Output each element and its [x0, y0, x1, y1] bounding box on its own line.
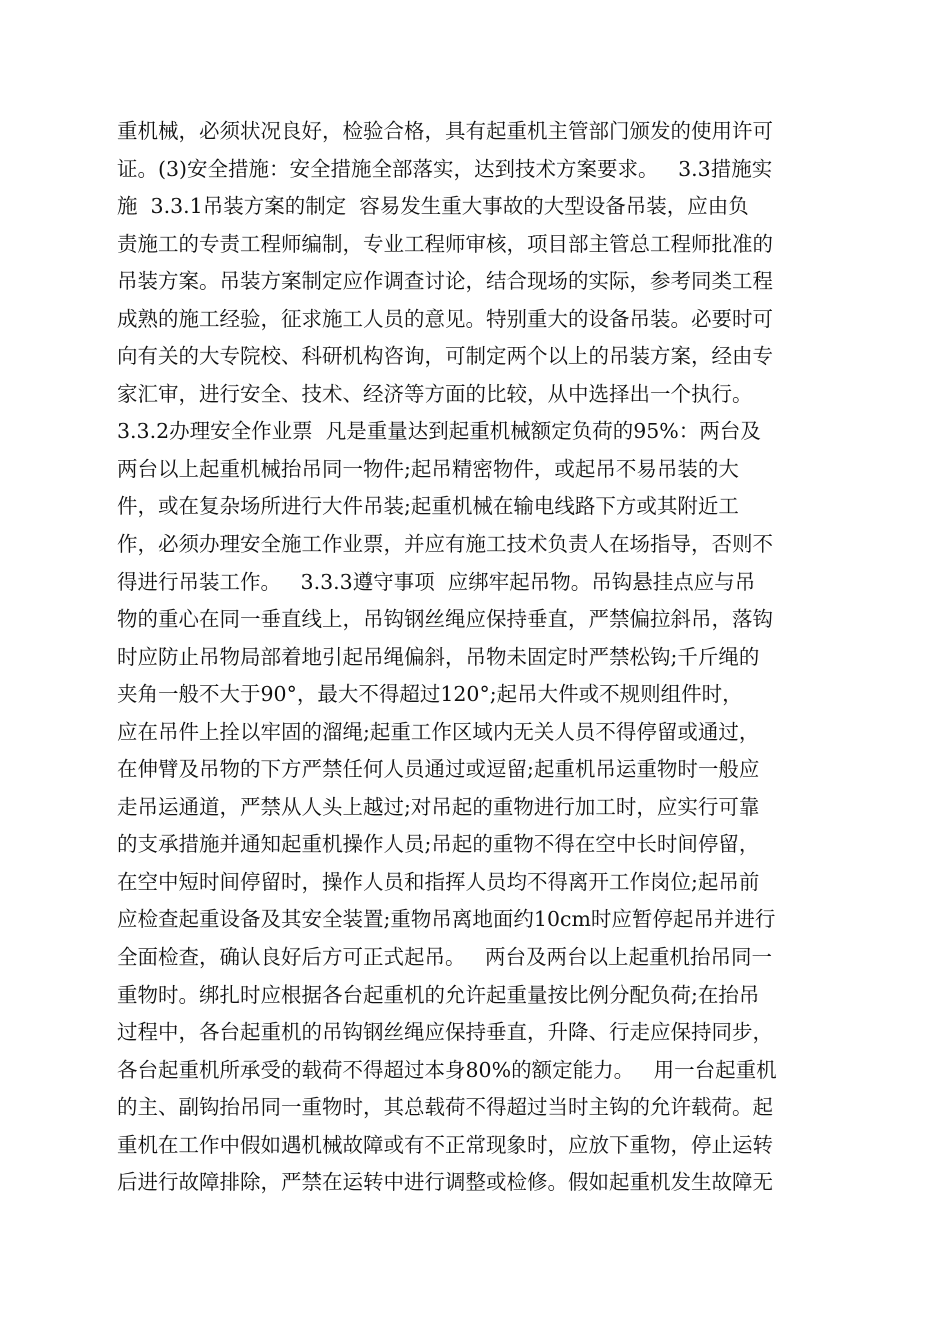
text-line: 在伸臂及吊物的下方严禁任何人员通过或逗留;起重机吊运重物时一般应 [117, 757, 760, 782]
text-line: 重机械，必须状况良好，检验合格，具有起重机主管部门颁发的使用许可 [117, 119, 773, 143]
text-line: 作，必须办理安全施工作业票，并应有施工技术负责人在场指导，否则不 [117, 532, 773, 557]
text-line: 责施工的专责工程师编制，专业工程师审核，项目部主管总工程师批准的 [117, 231, 773, 256]
text-line: 两台以上起重机械抬吊同一物件;起吊精密物件，或起吊不易吊装的大 [117, 456, 739, 481]
text-line: 过程中，各台起重机的吊钩钢丝绳应保持垂直，升降、行走应保持同步， [117, 1020, 773, 1045]
text-line: 成熟的施工经验，征求施工人员的意见。特别重大的设备吊装。必要时可 [117, 306, 773, 331]
text-line: 全面检查，确认良好后方可正式起吊。 两台及两台以上起重机抬吊同一 [117, 945, 773, 970]
text-line: 施 3.3.1吊装方案的制定 容易发生重大事故的大型设备吊装，应由负 [117, 194, 749, 219]
text-line: 3.3.2办理安全作业票 凡是重量达到起重机械额定负荷的95%：两台及 [117, 419, 761, 444]
text-line: 件，或在复杂场所进行大件吊装;起重机械在输电线路下方或其附近工 [117, 494, 739, 519]
text-line: 家汇审，进行安全、技术、经济等方面的比较，从中选择出一个执行。 [117, 381, 753, 406]
text-line: 夹角一般不大于90°，最大不得超过120°;起吊大件或不规则组件时， [117, 682, 743, 707]
text-line: 重物时。绑扎时应根据各台起重机的允许起重量按比例分配负荷;在抬吊 [117, 982, 760, 1007]
text-line: 应检查起重设备及其安全装置;重物吊离地面约10cm时应暂停起吊并进行 [117, 907, 776, 932]
text-line: 物的重心在同一垂直线上，吊钩钢丝绳应保持垂直，严禁偏拉斜吊，落钩 [117, 607, 773, 632]
text-line: 重机在工作中假如遇机械故障或有不正常现象时，应放下重物，停止运转 [117, 1132, 773, 1157]
text-line: 后进行故障排除，严禁在运转中进行调整或检修。假如起重机发生故障无 [117, 1170, 773, 1195]
text-line: 证。(3)安全措施：安全措施全部落实，达到技术方案要求。 3.3措施实 [117, 156, 773, 181]
body-text [117, 113, 847, 1202]
text-line: 走吊运通道，严禁从人头上越过;对吊起的重物进行加工时，应实行可靠 [117, 794, 760, 819]
text-line: 各台起重机所承受的载荷不得超过本身80%的额定能力。 用一台起重机 [117, 1057, 777, 1082]
text-line: 应在吊件上拴以牢固的溜绳;起重工作区域内无关人员不得停留或通过， [117, 719, 760, 744]
text-line: 时应防止吊物局部着地引起吊绳偏斜，吊物未固定时严禁松钩;千斤绳的 [117, 644, 760, 669]
text-line: 向有关的大专院校、科研机构咨询，可制定两个以上的吊装方案，经由专 [117, 344, 773, 369]
text-line: 吊装方案。吊装方案制定应作调查讨论，结合现场的实际，参考同类工程 [117, 269, 773, 294]
text-line: 的主、副钩抬吊同一重物时，其总载荷不得超过当时主钩的允许载荷。起 [117, 1095, 773, 1120]
text-line: 的支承措施并通知起重机操作人员;吊起的重物不得在空中长时间停留， [117, 832, 760, 857]
text-line: 得进行吊装工作。 3.3.3遵守事项 应绑牢起吊物。吊钩悬挂点应与吊 [117, 569, 756, 594]
text-line: 在空中短时间停留时，操作人员和指挥人员均不得离开工作岗位;起吊前 [117, 869, 760, 894]
